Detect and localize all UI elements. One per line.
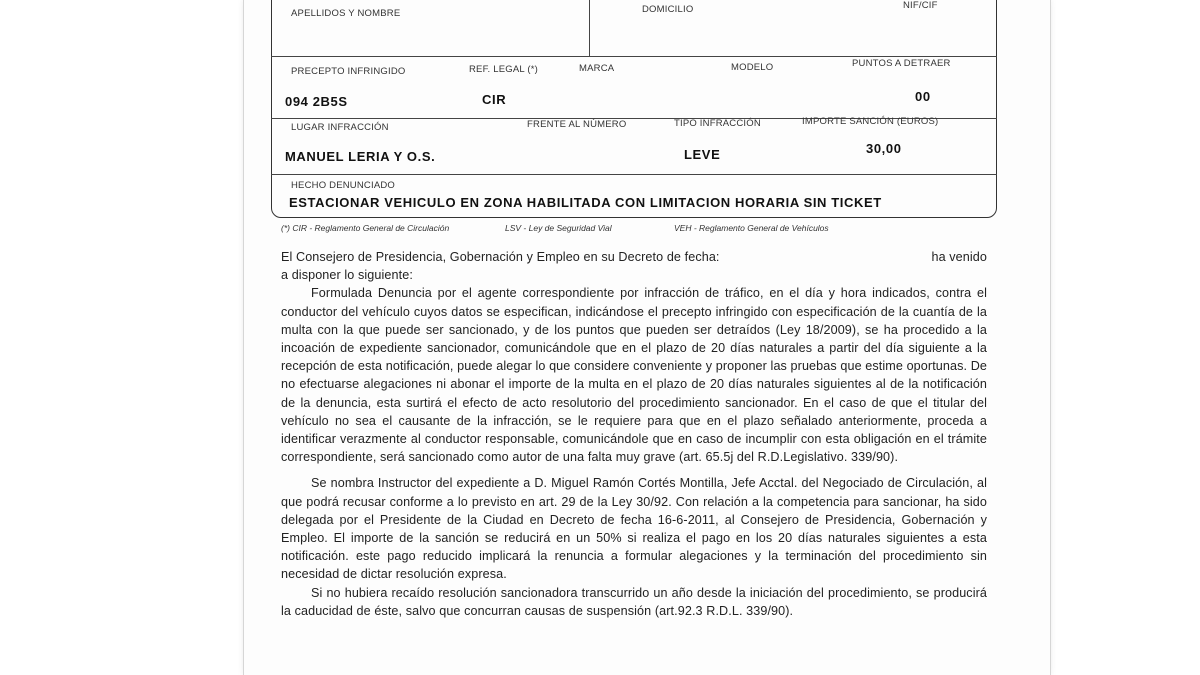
label-ref-legal: REF. LEGAL (*) bbox=[469, 64, 538, 75]
legend-cir: (*) CIR - Reglamento General de Circulación bbox=[281, 223, 450, 233]
form-divider bbox=[271, 174, 997, 175]
value-importe: 30,00 bbox=[866, 141, 902, 156]
intro-right-text: ha venido bbox=[931, 250, 987, 264]
label-apellidos: APELLIDOS Y NOMBRE bbox=[291, 8, 401, 19]
paragraph-denuncia: Formulada Denuncia por el agente correspondiente por infracción de tráfico, en el día y hora indicados, contra el conductor del vehículo cuyos datos se especifican, indicándose el precepto infringido con especificación de la cuantía de la multa con la que puede ser sancionado, y de los puntos que pueden ser detraídos (Ley 18/2009), se ha procedido a la incoación de expediente sancionador, comunicándole que en el plazo de 20 días naturales a partir del día siguiente a la recepción de esta notificación, puede alegar lo que considere conveniente y proponer las pruebas que estime oportunas. De no efectuarse alegaciones ni abonar el importe de la multa en el plazo de 20 días naturales siguientes al de la notificación de la denuncia, esta surtirá el efecto de acto resolutorio del procedimiento sancionador. En el caso de que el titular del vehículo no sea el causante de la infracción, se le requiere para que en el plazo señalado anteriormente, proceda a identificar verazmente al conductor responsable, comunicándole que en caso de incumplir con esta obligación en el trámite correspondiente, será sancionado como autor de una falta muy grave (art. 65.5j del R.D.Legislativo. 339/90). bbox=[281, 286, 987, 465]
intro-left-text: El Consejero de Presidencia, Gobernación y Empleo en su Decreto de fecha: bbox=[281, 250, 720, 264]
label-importe: IMPORTE SANCIÓN (EUROS) bbox=[802, 116, 939, 127]
value-ref-legal: CIR bbox=[482, 92, 507, 107]
label-tipo: TIPO INFRACCIÓN bbox=[674, 118, 761, 129]
label-precepto: PRECEPTO INFRINGIDO bbox=[291, 66, 406, 77]
value-puntos: 00 bbox=[915, 89, 931, 104]
form-divider bbox=[271, 56, 997, 57]
notification-body bbox=[281, 248, 987, 620]
legend-lsv: LSV - Ley de Seguridad Vial bbox=[505, 223, 612, 233]
label-modelo: MODELO bbox=[731, 62, 774, 73]
label-nif: NIF/CIF bbox=[903, 0, 938, 11]
intro-line-2: a disponer lo siguiente: bbox=[281, 268, 413, 283]
label-marca: MARCA bbox=[579, 63, 615, 74]
value-precepto: 094 2B5S bbox=[285, 94, 348, 109]
label-puntos: PUNTOS A DETRAER bbox=[852, 58, 951, 69]
value-lugar: MANUEL LERIA Y O.S. bbox=[285, 149, 436, 164]
value-hecho: ESTACIONAR VEHICULO EN ZONA HABILITADA CON LIMITACION HORARIA SIN TICKET bbox=[289, 195, 882, 210]
intro-line bbox=[281, 248, 987, 266]
paragraph-caducidad: Si no hubiera recaído resolución sancionadora transcurrido un año desde la iniciación del procedimiento, se producirá la caducidad de éste, salvo que concurran causas de suspensión (art.92.3 R.D.L. 339/90). bbox=[281, 585, 987, 618]
label-hecho: HECHO DENUNCIADO bbox=[291, 180, 396, 191]
value-tipo: LEVE bbox=[684, 147, 721, 162]
paragraph-instructor: Se nombra Instructor del expediente a D. Miguel Ramón Cortés Montilla, Jefe Acctal. del Negociado de Circulación, al que podrá recusar conforme a lo previsto en art. 29 de la Ley 30/92. Con relación a la competencia para sancionar, ha sido delegada por el Presidente de la Ciudad en Decreto de fecha 16-6-2011, al Consejero de Presidencia, Gobernación y Empleo. El importe de la sanción se reducirá en un 50% si realiza el pago en los 20 días naturales siguientes a esta notificación. este pago reducido implicará la renuncia a formular alegaciones y la terminación del procedimiento sin necesidad de dictar resolución expresa. bbox=[281, 476, 987, 582]
label-frente: FRENTE AL NÚMERO bbox=[527, 119, 627, 130]
label-lugar: LUGAR INFRACCIÓN bbox=[291, 122, 389, 133]
legend-veh: VEH - Reglamento General de Vehículos bbox=[674, 223, 829, 233]
form-divider bbox=[589, 0, 590, 56]
label-domicilio: DOMICILIO bbox=[642, 4, 694, 15]
